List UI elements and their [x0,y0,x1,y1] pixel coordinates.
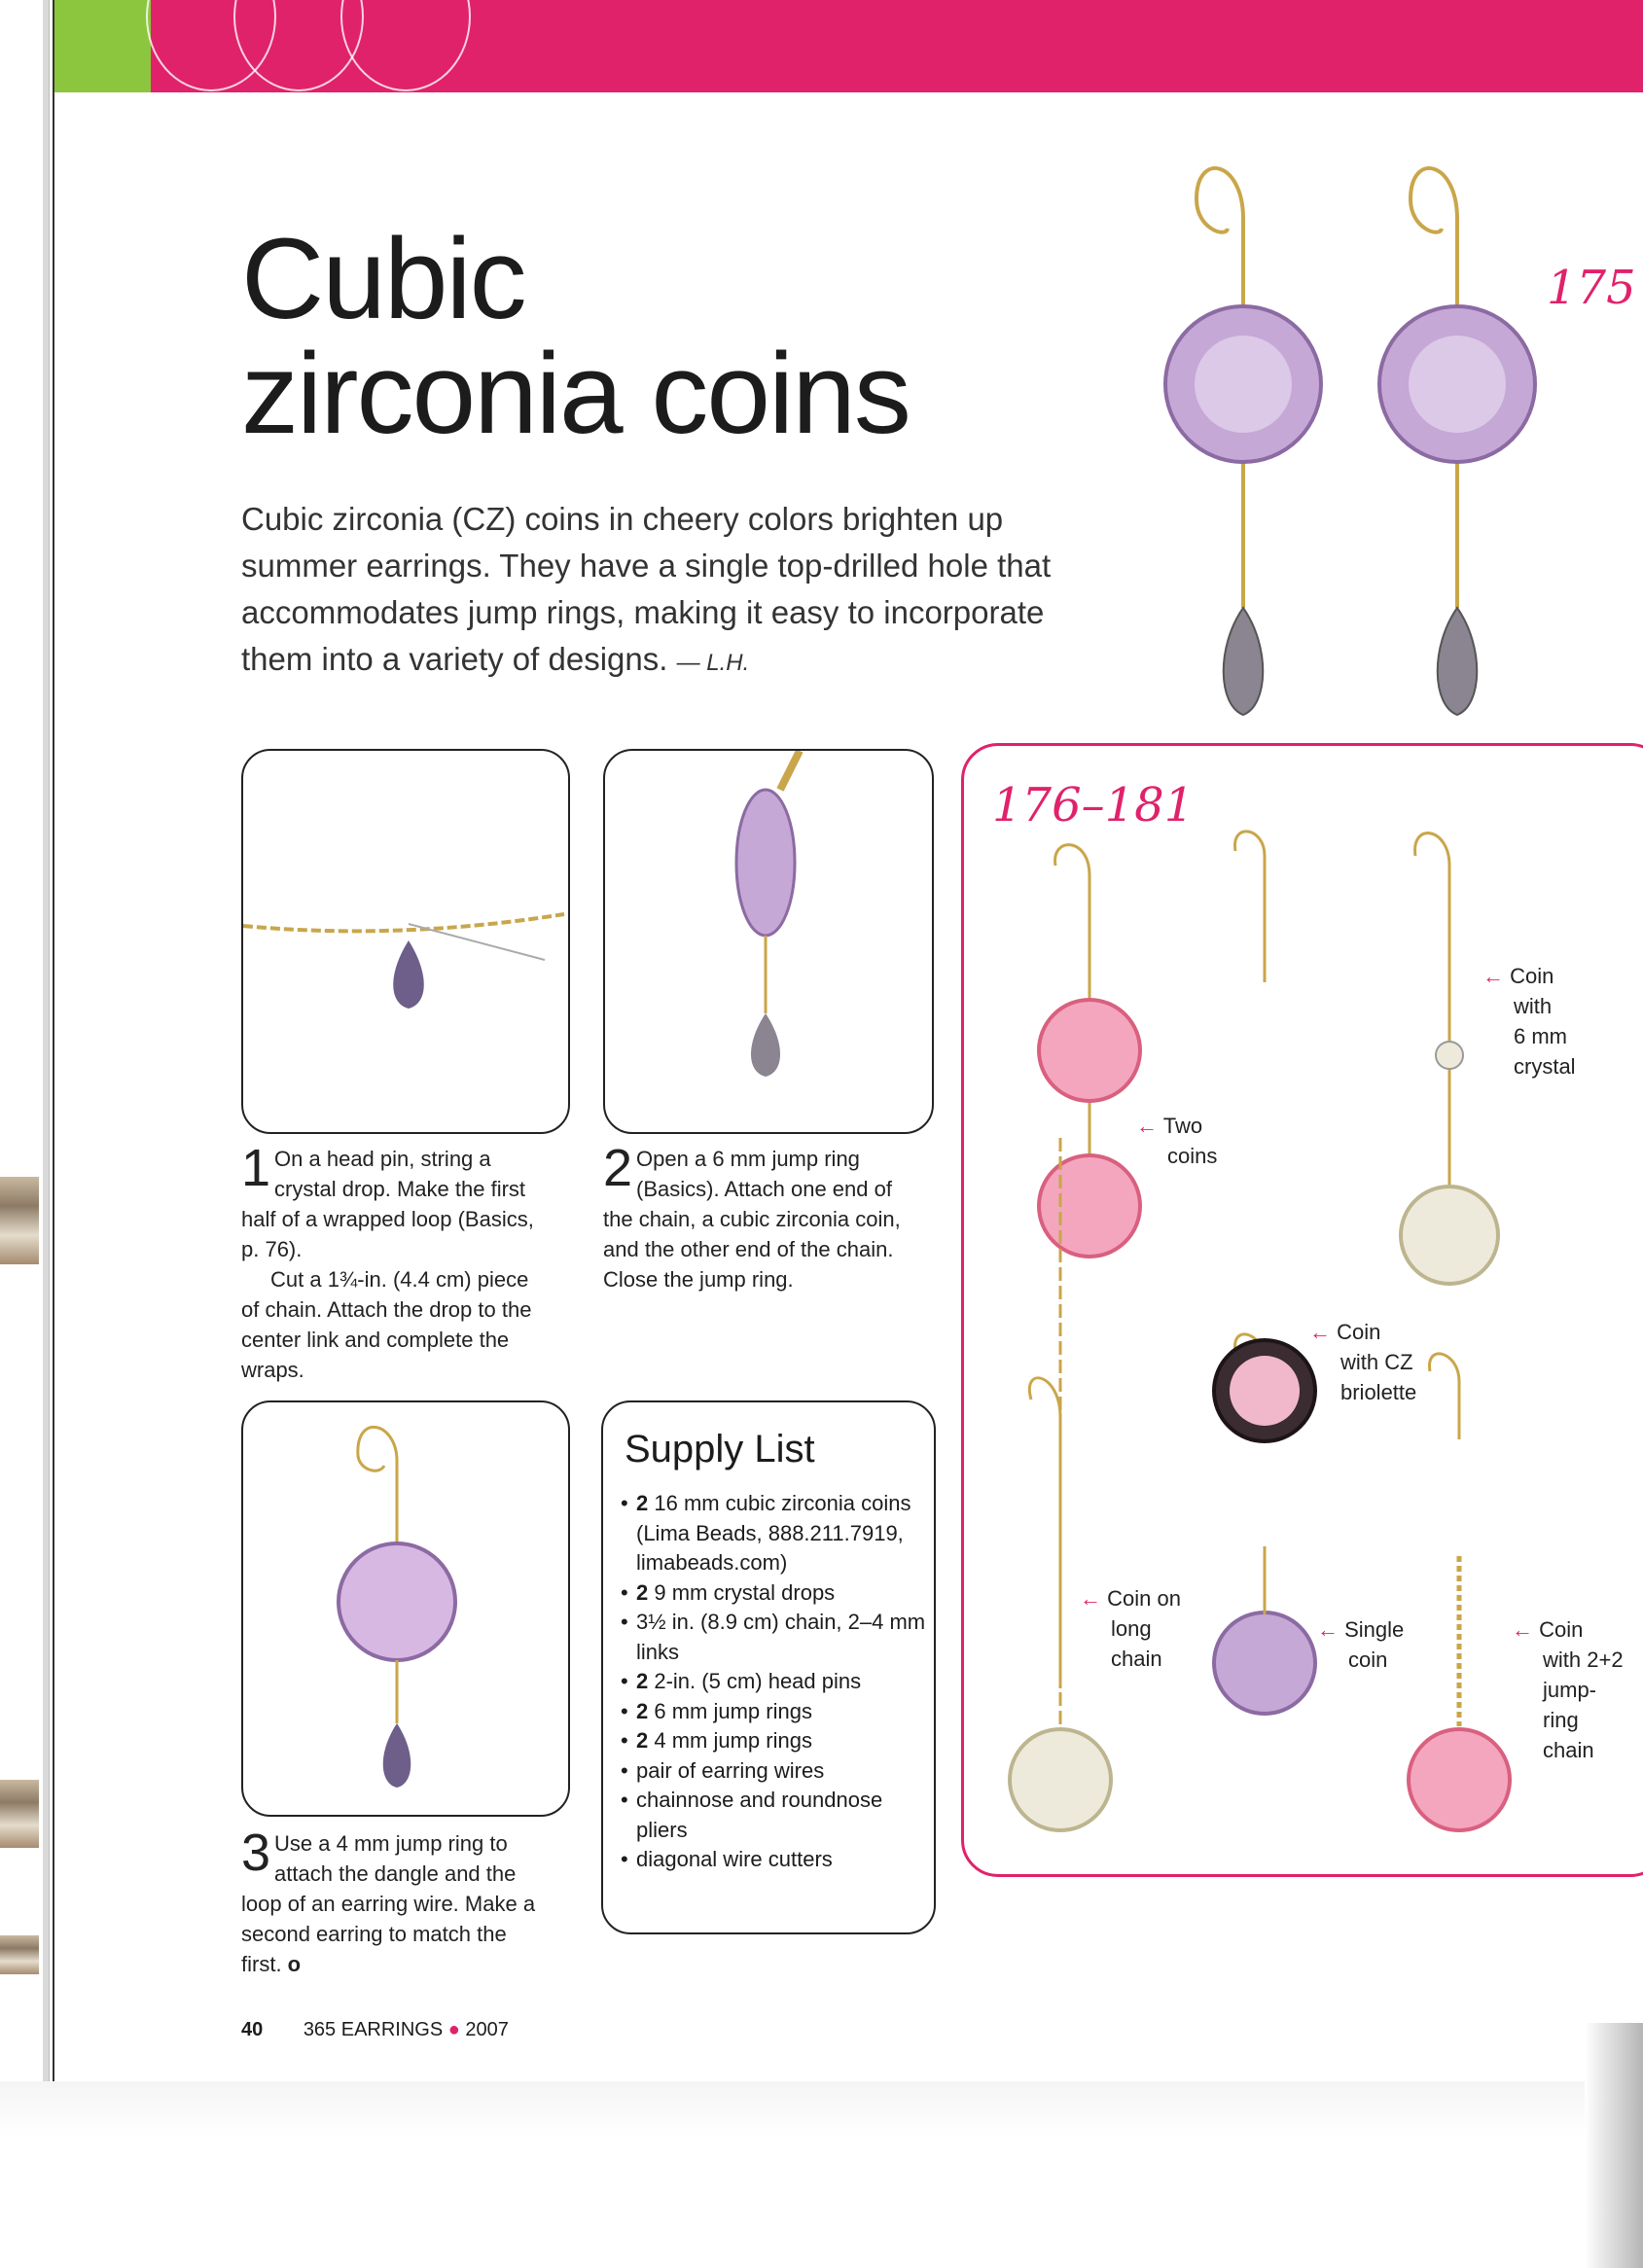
left-arrow-icon: ← [1309,1320,1331,1344]
step-2-instructions [603,1139,924,1294]
step-1-text-continued: Cut a 1¾-in. (4.4 cm) piece of chain. Attach the drop to the center link and complete the wraps. [241,1267,532,1382]
left-arrow-icon: ← [1317,1617,1339,1642]
supply-item: • 2 2-in. (5 cm) head pins [621,1667,934,1697]
left-arrow-icon: ← [1482,964,1504,988]
intro-text: Cubic zirconia (CZ) coins in cheery colors brighten up summer earrings. They have a single top-drilled hole that accommodates jump rings, making it easy to incorporate them into a variety of designs. [241,501,1052,677]
scan-bottom-shadow [0,2081,1643,2268]
supply-list-title: Supply List [625,1428,815,1471]
step-2-photo [603,749,934,1134]
bullet-dot: ● [447,2019,460,2040]
author-credit: — L.H. [676,650,750,676]
supply-list-box [601,1400,936,1934]
supply-item: • 3½ in. (8.9 cm) chain, 2–4 mm links [621,1608,934,1667]
supply-item: • 2 4 mm jump rings [621,1726,934,1756]
page-footer [241,2019,509,2041]
publication-name: 365 EARRINGS [303,2019,444,2040]
callout-single-coin: ← Single coin [1317,1617,1405,1672]
page-binding [43,0,50,2081]
end-mark: o [287,1952,302,1976]
supply-list [621,1489,934,1875]
supply-item: • 2 9 mm crystal drops [621,1578,934,1609]
step-1-instructions [241,1139,543,1385]
featured-earrings-photo [1158,122,1556,720]
step-3-instructions [241,1824,553,1979]
supply-item: • chainnose and roundnose pliers [621,1786,934,1845]
supply-item: • 2 16 mm cubic zirconia coins (Lima Beads, 888.211.7919, limabeads.com) [621,1489,934,1578]
step-3-number: 3 [241,1824,271,1882]
banner-accent-tab [54,0,151,92]
callout-jump-ring-chain: ← Coin with 2+2 jump- ring chain [1512,1617,1624,1762]
callout-two-coins: ← Two coins [1136,1114,1218,1168]
title-line-2: zirconia coins [241,330,910,458]
step-2-number: 2 [603,1139,633,1197]
publication-year: 2007 [465,2019,509,2040]
step-3-text: Use a 4 mm jump ring to attach the dangle and the loop of an earring wire. Make a second earring to match the first. [241,1831,536,1976]
left-arrow-icon: ← [1512,1617,1533,1642]
title-line-1: Cubic [241,215,525,343]
left-arrow-icon: ← [1080,1586,1101,1611]
callout-coin-long-chain: ← Coin on long chain [1080,1586,1181,1671]
supply-item: • 2 6 mm jump rings [621,1697,934,1727]
page-binding-line [53,0,54,2081]
step-1-photo [241,749,570,1134]
step-3-photo [241,1400,570,1817]
callout-coin-cz-briolette: ← Coin with CZ briolette [1309,1320,1417,1404]
adjacent-page-strip [0,1780,39,1848]
page-title [241,215,910,458]
adjacent-page-strip [0,1177,39,1264]
step-1-text: On a head pin, string a crystal drop. Make the first half of a wrapped loop (Basics, p. 76). [241,1147,534,1261]
intro-paragraph [241,496,1058,687]
left-arrow-icon: ← [1136,1114,1158,1138]
supply-item: • diagonal wire cutters [621,1845,934,1875]
supply-item: • pair of earring wires [621,1756,934,1787]
page-number: 40 [241,2019,264,2040]
callout-coin-6mm-crystal: ← Coin with 6 mm crystal [1482,964,1576,1079]
step-2-text: Open a 6 mm jump ring (Basics). Attach one end of the chain, a cubic zirconia coin, and the other end of the chain. Close the jump ring. [603,1147,901,1292]
step-1-number: 1 [241,1139,271,1197]
adjacent-page-strip [0,1935,39,1974]
project-number-175: 175 [1547,261,1636,315]
project-number-176-181: 176–181 [992,778,1195,833]
scan-right-shadow [1585,2023,1643,2268]
